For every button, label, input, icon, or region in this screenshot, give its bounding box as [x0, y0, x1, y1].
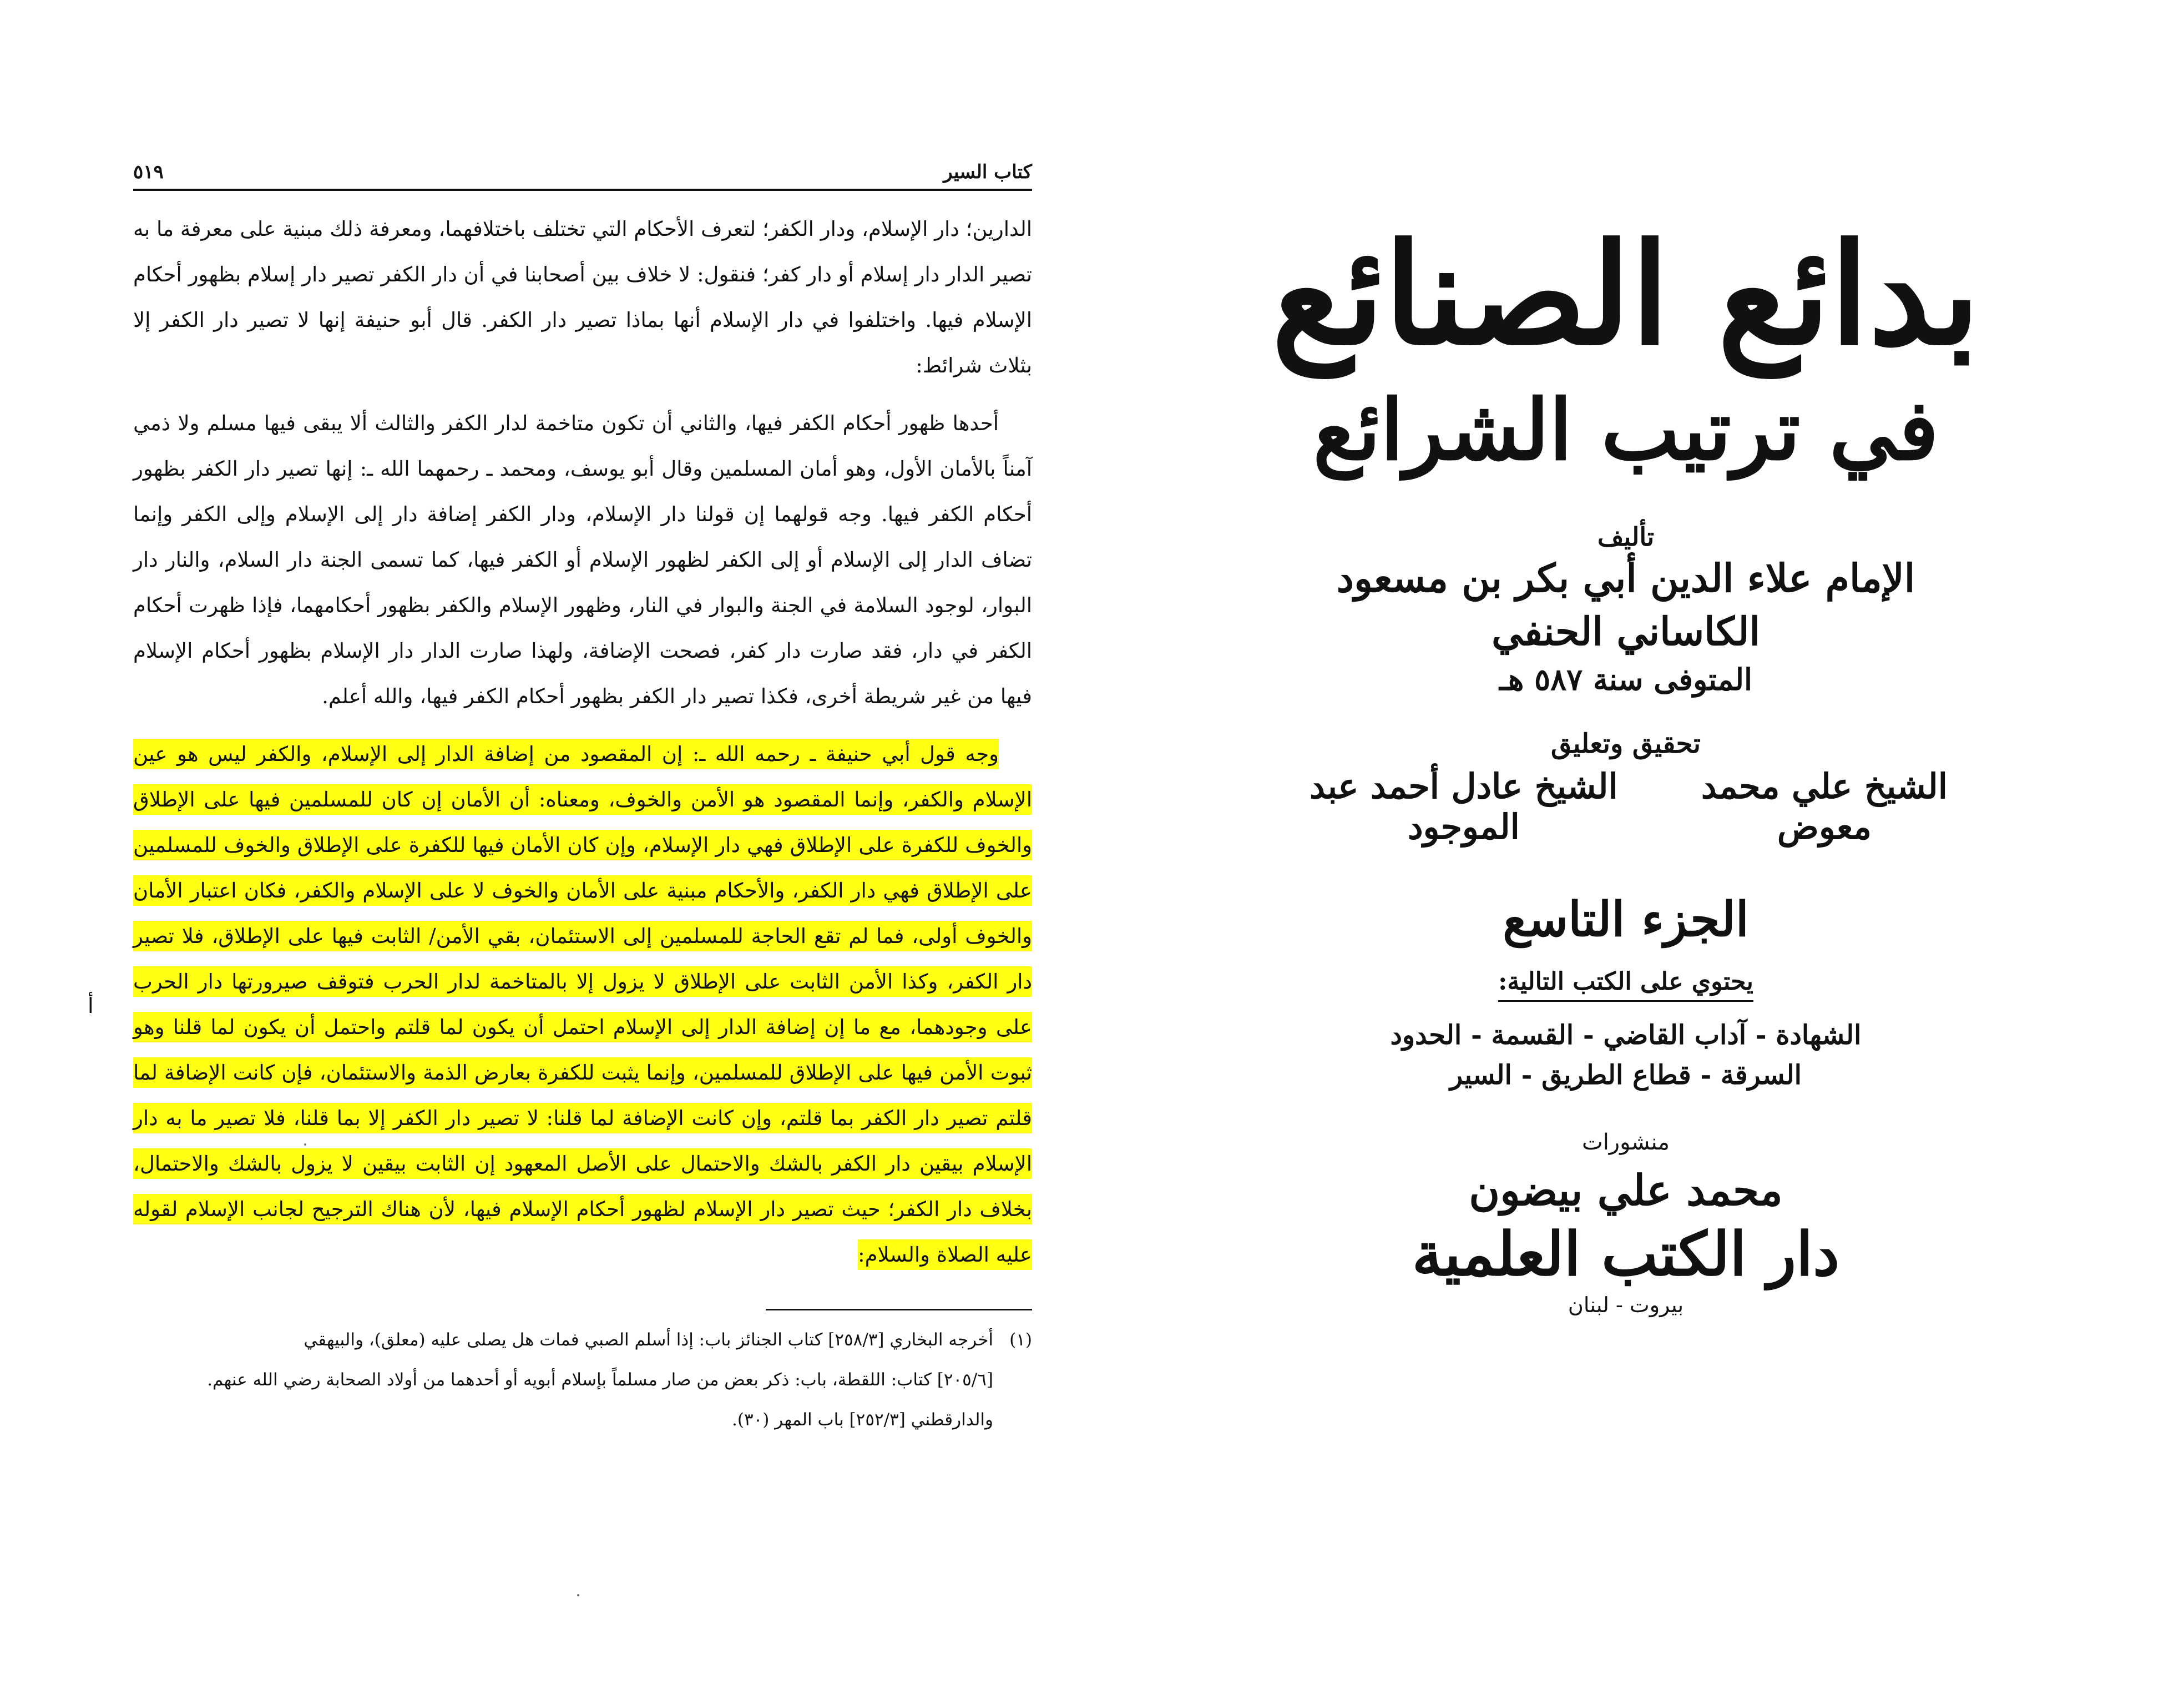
running-title: كتاب السير — [943, 161, 1032, 183]
footnotes — [133, 1323, 1032, 1437]
margin-mark: أ — [88, 994, 94, 1018]
books-list-line-2: السرقة - قطاع الطريق - السير — [1450, 1060, 1802, 1091]
editors — [1265, 766, 1986, 847]
publications-label: منشورات — [1582, 1130, 1670, 1155]
death-year: المتوفى سنة ٥٨٧ هـ — [1499, 662, 1752, 697]
footnote-1-continuation: [٢٠٥/٦] كتاب: اللقطة، باب: ذكر بعض من صار مسلماً بإسلام أبويه أو أحدهما من أولاد الصحابة رضي الله عنهم. — [207, 1370, 993, 1390]
scan-speck — [304, 1143, 306, 1146]
title-page — [1265, 211, 1986, 1317]
footnote-divider — [766, 1309, 1032, 1310]
author-label: تأليف — [1597, 522, 1655, 552]
highlighted-paragraph[interactable]: وجه قول أبي حنيفة ـ رحمه الله ـ: إن المقصود من إضافة الدار إلى الإسلام، والكفر ليس هو عين الإسلام والكفر، وإنما المقصود هو الأمن والخوف، ومعناه: أن الأمان إن كان للمسلمين فيها على الإطلاق والخوف للكفرة على الإطلاق فهي دار الإسلام، وإن كان الأمان فيها للكفرة على الإطلاق والخوف للمسلمين على الإطلاق فهي دار الكفر، والأحكام مبنية على الأمان والخوف لا على الإسلام والكفر، فكان اعتبار الأمان والخوف أولى، فما لم تقع الحاجة للمسلمين إلى الاستئمان، بقي الأمن/ الثابت فيها على الإطلاق، فلا تصير دار الكفر، وكذا الأمن الثابت على الإطلاق لا يزول إلا بالمتاخمة لدار الحرب فتوقف صيرورتها دار الحرب على وجودهما، مع ما إن إضافة الدار إلى الإسلام احتمل أن يكون لما قلتم واحتمل أن يكون لما قلنا وهو ثبوت الأمن فيها على الإطلاق للمسلمين، وإنما يثبت للكفرة بعارض الذمة والاستئمان، فإن كانت الإضافة لما قلتم تصير دار الكفر بما قلتم، وإن كانت الإضافة لما قلنا: لا تصير دار الكفر إلا بما قلنا، فلا تصير ما به دار الإسلام بيقين دار الكفر بالشك والاحتمال على الأصل المعهود إن الثابت بيقين لا يزول بالشك والاحتمال، بخلاف دار الكفر؛ حيث تصير دار الإسلام لظهور أحكام الإسلام فيها، لأن هناك الترجيح لجانب الإسلام لقوله عليه الصلاة والسلام: — [133, 739, 1032, 1270]
author-name-line-2: الكاساني الحنفي — [1492, 608, 1760, 654]
footnote-1 — [133, 1323, 1032, 1357]
books-list-line-1: الشهادة - آداب القاضي - القسمة - الحدود — [1390, 1020, 1862, 1051]
paragraph-2: أحدها ظهور أحكام الكفر فيها، والثاني أن تكون متاخمة لدار الكفر والثالث ألا يبقى فيها مسلم ولا ذمي آمناً بالأمان الأول، وهو أمان المسلمين وقال أبو يوسف، ومحمد ـ رحمهما الله ـ: إنها تصير دار الكفر بظهور أحكام الكفر فيها. وجه قولهما إن قولنا دار الإسلام، ودار الكفر إضافة دار إلى الإسلام وإلى الكفر وإنما تضاف الدار إلى الإسلام أو إلى الكفر لظهور الإسلام أو الكفر فيها، كما تسمى الجنة دار السلام، والنار دار البوار، لوجود السلامة في الجنة والبوار في النار، وظهور الإسلام والكفر بظهور أحكامهما، فإذا ظهرت أحكام الكفر في دار، فقد صارت دار كفر، فصحت الإضافة، ولهذا صارت الدار دار الإسلام بظهور أحكام الإسلام فيها من غير شريطة أخرى، فكذا تصير دار الكفر بظهور أحكام الكفر فيها، والله أعلم. — [133, 411, 1032, 708]
running-header — [133, 161, 1032, 191]
scan-speck — [577, 1594, 579, 1596]
book-title: بدائع الصنائع — [1271, 213, 1980, 376]
footnote-text: أخرجه البخاري [٢٥٨/٣] كتاب الجنائز باب: إذا أسلم الصبي فمات هل يصلى عليه (معلق)، والبيهقي — [304, 1330, 993, 1350]
publisher-house: دار الكتب العلمية — [1412, 1219, 1840, 1289]
publisher-place: بيروت - لبنان — [1568, 1293, 1684, 1317]
paragraph-1: الدارين؛ دار الإسلام، ودار الكفر؛ لتعرف الأحكام التي تختلف باختلافهما، ومعرفة ذلك مبنية على معرفة ما به تصير الدار دار إسلام أو دار كفر؛ فنقول: لا خلاف بين أصحابنا في أن دار الكفر تصير دار إسلام بظهور أحكام الإسلام فيها. واختلفوا في دار الإسلام أنها بماذا تصير دار الكفر. قال أبو حنيفة إنها لا تصير دار الكفر إلا بثلاث شرائط: — [133, 217, 1032, 377]
editor-2: الشيخ عادل أحمد عبد الموجود — [1310, 766, 1618, 847]
text-page — [133, 161, 1032, 1443]
highlighted-paragraph-wrapper — [133, 732, 1032, 1278]
footnote-2: والدارقطني [٢٥٢/٣] باب المهر (٣٠). — [732, 1410, 993, 1430]
publisher-person: محمد علي بيضون — [1469, 1166, 1783, 1215]
editor-1: الشيخ علي محمد معوض — [1701, 766, 1948, 847]
footnote-number: (١) — [1009, 1330, 1032, 1350]
author-name-line-1: الإمام علاء الدين أبي بكر بن مسعود — [1336, 555, 1915, 601]
contents-heading: يحتوي على الكتب التالية: — [1498, 967, 1753, 1002]
body-text — [133, 206, 1032, 1278]
volume-label: الجزء التاسع — [1503, 891, 1749, 947]
book-subtitle: في ترتيب الشرائع — [1313, 381, 1939, 479]
editing-label: تحقيق وتعليق — [1551, 728, 1701, 759]
page-number: ٥١٩ — [133, 161, 164, 183]
